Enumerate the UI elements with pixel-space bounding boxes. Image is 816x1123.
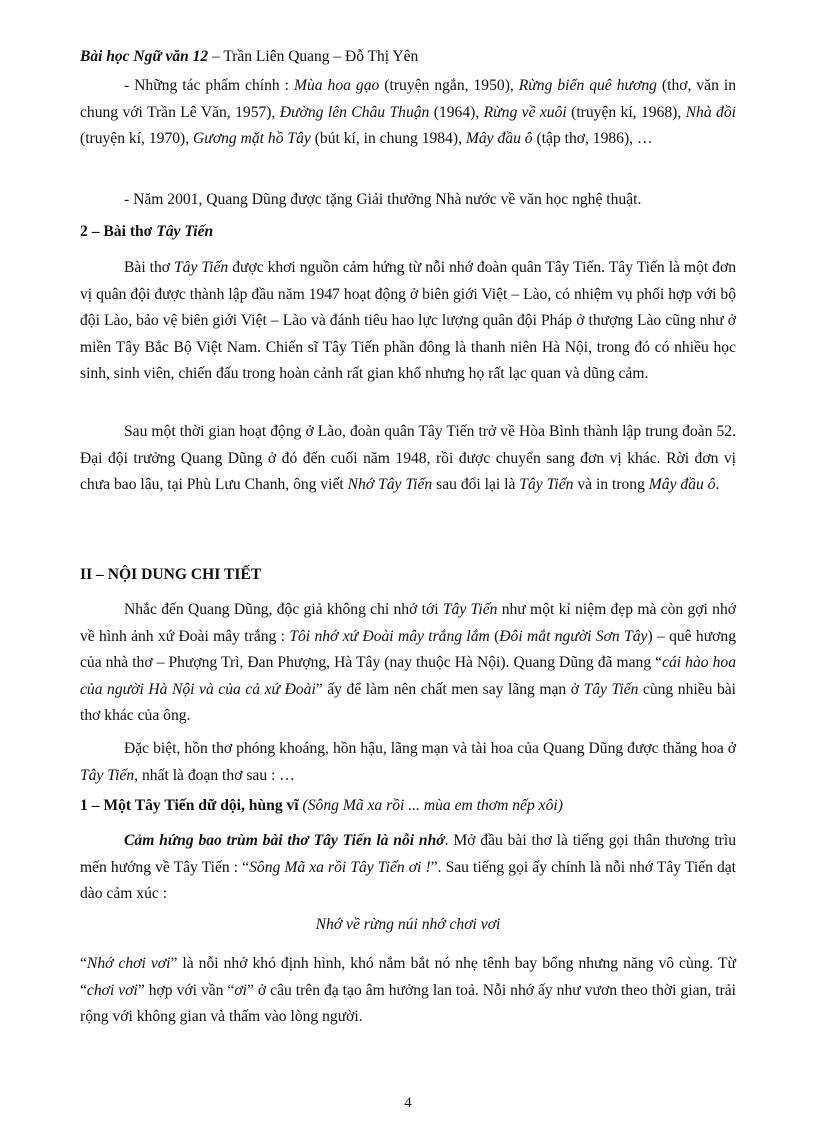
work-title: Tây Tiến	[519, 476, 574, 493]
work-title: Rừng về xuôi	[483, 103, 567, 121]
text: ”. Sau tiếng gọi ấy chính là nỗi nhớ Tây Tiến dạt dào cảm xúc :	[80, 858, 737, 902]
text: (bút kí, in chung 1984),	[310, 130, 466, 147]
text: Nhắc đến Quang Dũng, độc giả không chỉ nhớ tới	[124, 601, 443, 618]
work-title: Tây Tiến	[173, 259, 229, 276]
heading-prefix: 2 – Bài thơ	[80, 223, 157, 240]
text: (	[489, 627, 500, 645]
heading-note: (Sông Mã xa rồi ... mùa em thơm nếp xôi)	[302, 797, 563, 814]
work-title: Nhà đồi	[685, 103, 736, 121]
text: Bài thơ	[124, 259, 174, 276]
work-title: Mây đầu ô	[465, 130, 533, 147]
text: và in trong	[573, 476, 649, 493]
verse-line: Nhớ về rừng núi nhớ chơi vơi	[315, 916, 501, 933]
content-paragraph-1	[80, 597, 736, 730]
tay-tien-paragraph-1	[80, 255, 736, 388]
content-paragraph-2	[80, 736, 736, 789]
section-heading-tay-tien	[80, 223, 213, 241]
text: ” ấy để làm nên chất men say lãng mạn ở	[315, 680, 584, 698]
text: Đặc biệt, hồn thơ phóng khoáng, hồn hậu, lãng mạn và tài hoa của Quang Dũng được thăng hoa ở	[124, 740, 736, 757]
part-heading-noi-dung: II – NỘI DUNG CHI TIẾT	[80, 566, 262, 583]
text: (truyện ngắn, 1950),	[379, 77, 519, 94]
header-title: Bài học Ngữ văn 12	[80, 48, 209, 65]
header-authors: – Trần Liên Quang – Đỗ Thị Yên	[208, 48, 419, 65]
text: cùng nhiều bài thơ khác của ông.	[80, 680, 737, 724]
quote: cái hào hoa của người Hà Nội và của cả xứ Đoài	[80, 654, 736, 698]
text: (thơ, văn in chung với Trần Lê Văn, 1957),	[80, 77, 736, 121]
text: (tập thơ, 1986), …	[532, 130, 653, 147]
heading-text: 1 – Một Tây Tiến dữ dội, hùng vĩ	[80, 797, 303, 814]
subsection-heading-1	[80, 797, 563, 815]
text: , nhất là đoạn thơ sau : …	[134, 766, 295, 784]
tay-tien-paragraph-2	[80, 419, 736, 499]
work-title: Mây đầu ô	[648, 476, 716, 493]
work-title: Nhớ Tây Tiến	[347, 476, 433, 493]
work-title: Mùa hoa gạo	[293, 77, 380, 94]
text: . Mở đầu bài thơ là tiếng gọi thân thương trìu mến hướng về Tây Tiến : “	[80, 832, 737, 876]
emphasis: Cảm hứng bao trùm bài thơ Tây Tiến là nỗi nhớ	[124, 832, 445, 849]
quote: chơi vơi	[86, 981, 138, 999]
work-title: Gương mặt hồ Tây	[193, 130, 311, 147]
work-title: Tây Tiến	[442, 601, 498, 618]
quote: Nhớ chơi vơi	[86, 955, 171, 972]
heading-title: Tây Tiến	[156, 223, 214, 240]
text: như một kỉ niệm đẹp mà còn gợi nhớ về hình ảnh xứ Đoài mây trắng :	[80, 601, 737, 645]
text: Sau một thời gian hoạt động ở Lào, đoàn quân Tây Tiến trở về Hòa Bình thành lập trung đoàn 52. Đại đội trưởng Quang Dũng ở đó đến cuối năm 1948, rồi được chuyển sang đơn vị khác. Rời đơn vị chưa bao lâu, tại Phù Lưu Chanh, ông viết	[80, 423, 736, 493]
page-header	[80, 48, 418, 66]
award-paragraph: - Năm 2001, Quang Dũng được tặng Giải thưởng Nhà nước về văn học nghệ thuật.	[124, 191, 642, 208]
text: (truyện kí, 1968),	[566, 103, 686, 121]
quote: Sông Mã xa rồi Tây Tiến ơi !	[249, 858, 431, 876]
quote: Tôi nhớ xứ Đoài mây trắng lắm	[289, 627, 490, 645]
text: sau đổi lại là	[432, 476, 520, 493]
work-title: Tây Tiến	[80, 766, 135, 784]
work-title: Rừng biển quê hương	[518, 77, 657, 94]
content-paragraph-3	[80, 828, 736, 908]
text: ” là nỗi nhớ khó định hình, khó nắm bắt nó nhẹ tênh bay bổng nhưng năng vô cùng. Từ “	[80, 955, 736, 999]
text: “	[80, 955, 87, 972]
works-paragraph	[80, 73, 736, 153]
text: ” ở câu trên đạ tạo âm hưởng lan toả. Nỗi nhớ ấy như vươn theo thời gian, trải rộng với không gian và thấm vào lòng người.	[80, 981, 736, 1025]
content-paragraph-4	[80, 951, 736, 1031]
text: (1964),	[429, 103, 484, 121]
text: .	[715, 476, 720, 493]
quote: ơi	[234, 981, 248, 999]
text: (truyện kí, 1970),	[80, 130, 194, 147]
work-title: Tây Tiến	[583, 680, 639, 698]
text: ) – quê hương của nhà thơ – Phượng Trì, Đan Phượng, Hà Tây (nay thuộc Hà Nội). Quang Dũng đã mang “	[80, 627, 737, 671]
work-title: Đôi mắt người Sơn Tây	[499, 627, 648, 645]
work-title: Đường lên Châu Thuận	[279, 103, 430, 121]
text: được khơi nguồn cảm hứng từ nỗi nhớ đoàn quân Tây Tiến. Tây Tiến là một đơn vị quân đội được thành lập đầu năm 1947 hoạt động ở biên giới Việt – Lào, có nhiệm vụ phối hợp với bộ đội Lào, bảo vệ biên giới Việt – Lào và đánh tiêu hao lực lượng quân đội Pháp ở thượng Lào cũng như ở miền Tây Bắc Bộ Việt Nam. Chiến sĩ Tây Tiến phần đông là thanh niên Hà Nội, trong đó có nhiều học sinh, sinh viên, chiến đấu trong hoàn cảnh rất gian khổ nhưng họ rất lạc quan và dũng cảm.	[80, 259, 737, 382]
text: ” hợp với vần “	[137, 981, 235, 999]
text: - Những tác phẩm chính :	[124, 77, 294, 94]
page-number: 4	[404, 1095, 412, 1111]
